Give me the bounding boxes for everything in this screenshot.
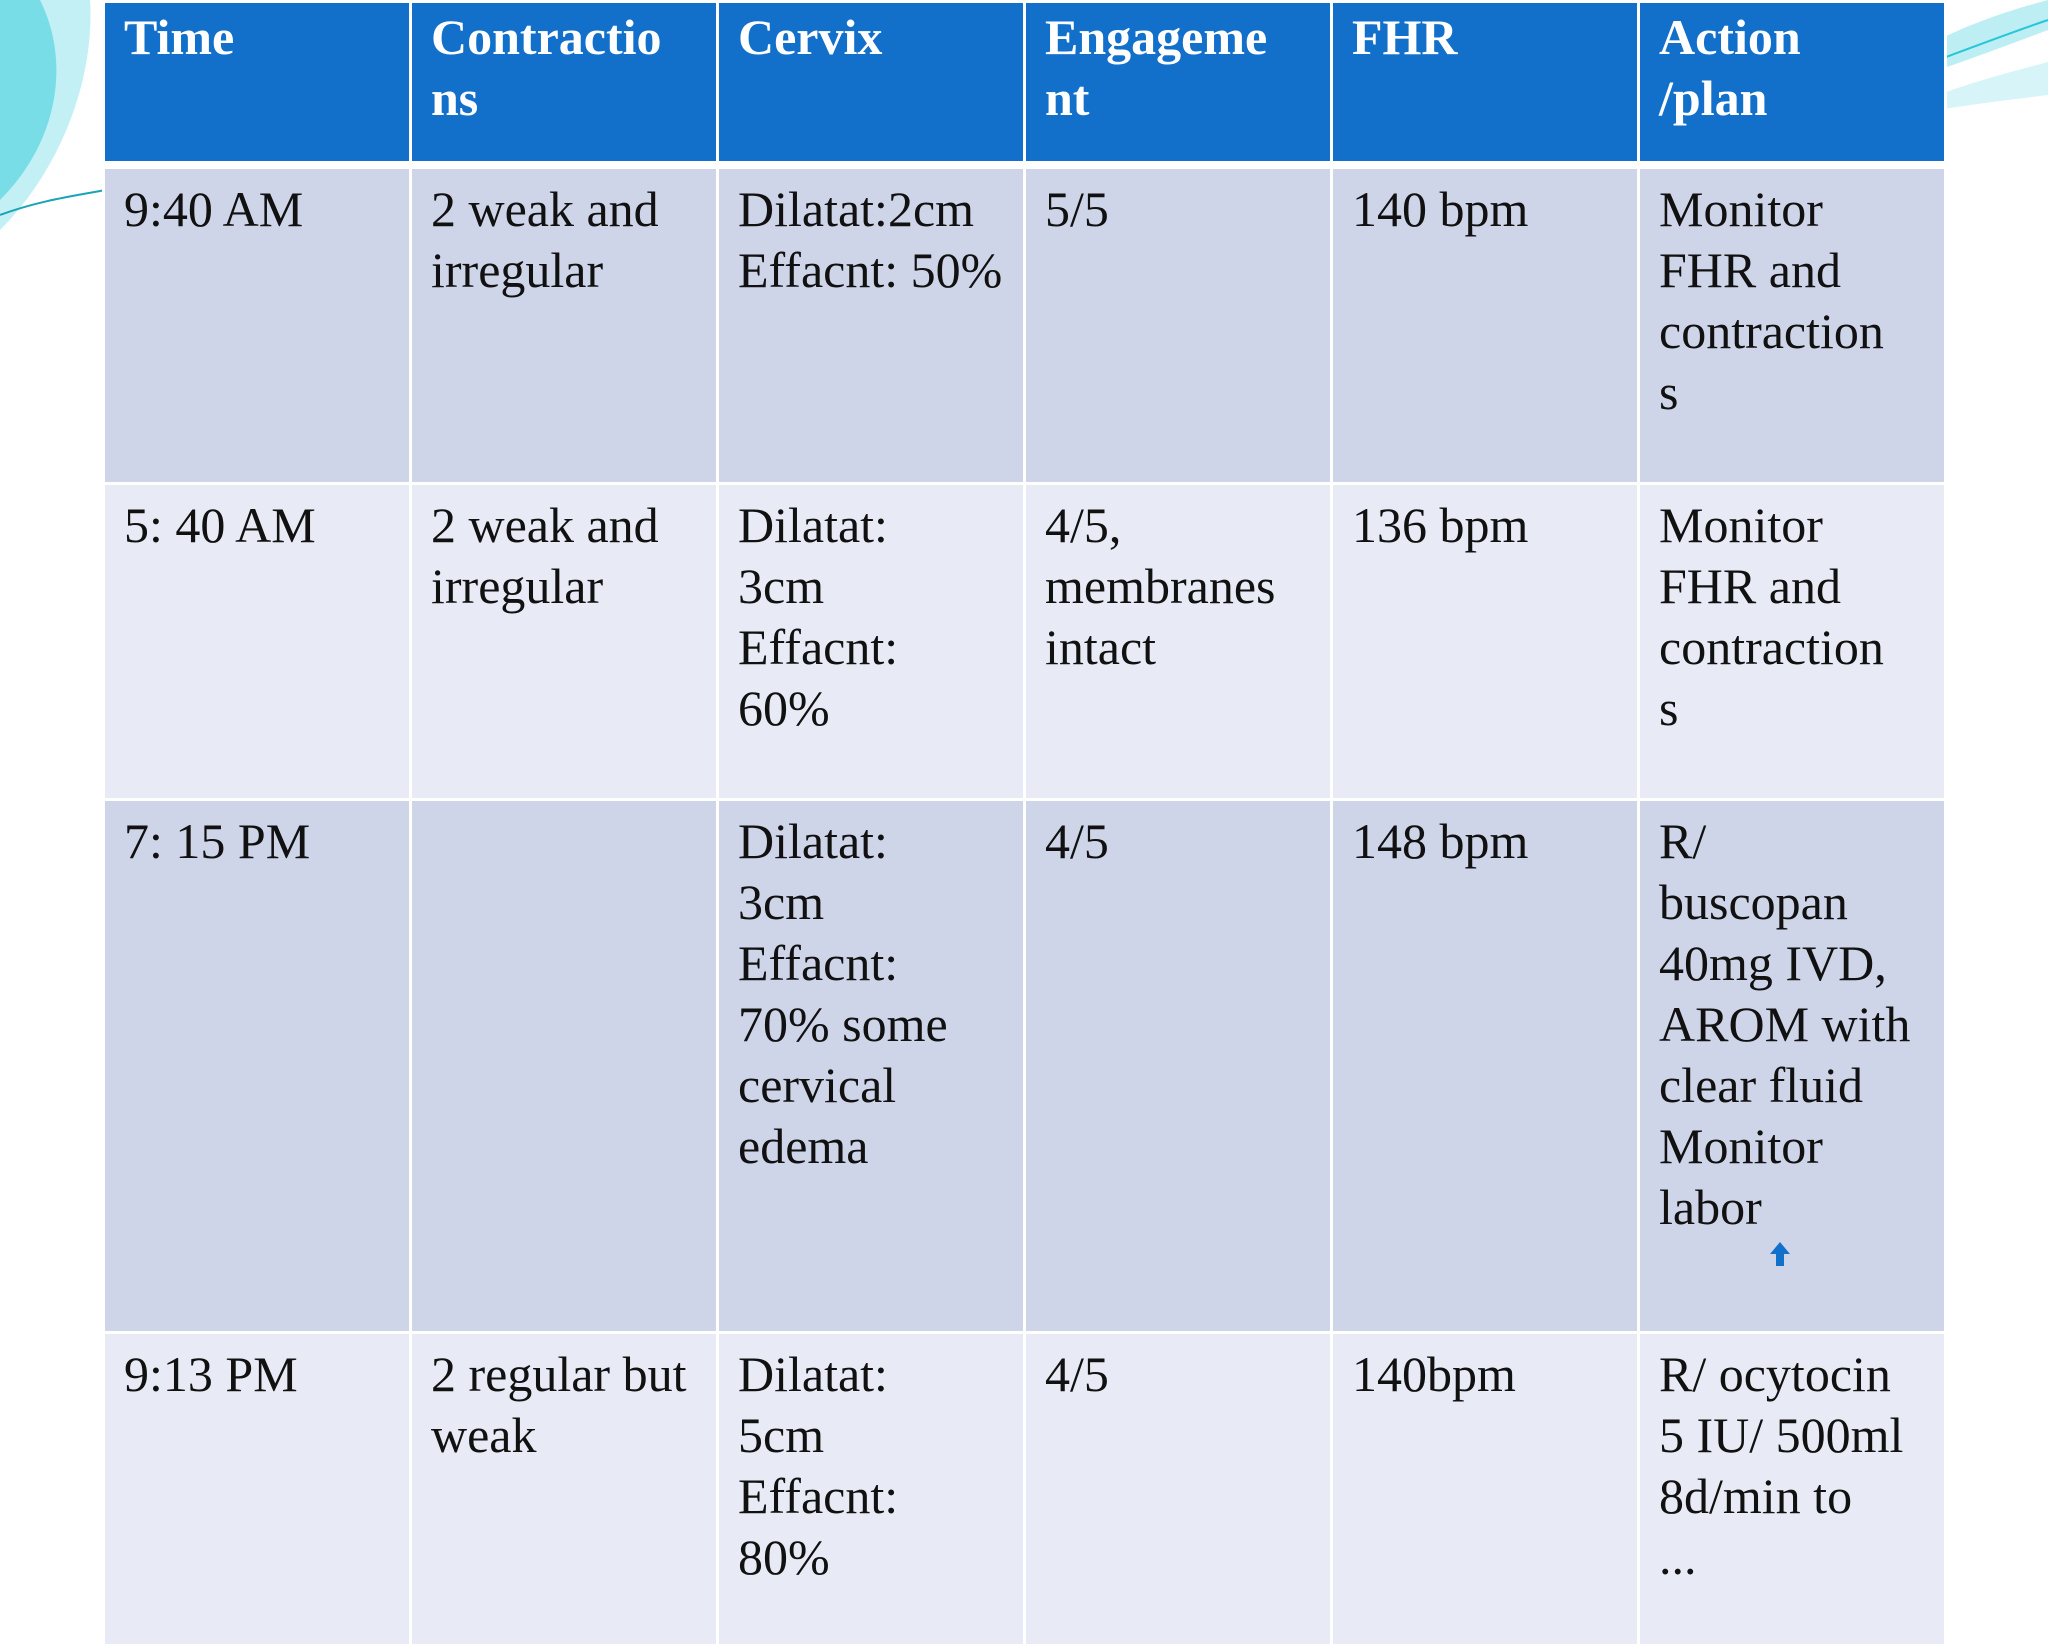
header-time: Time bbox=[104, 2, 411, 166]
cell-action-plan: R/ ocytocin 5 IU/ 500ml 8d/min to ... bbox=[1639, 1333, 1946, 1646]
cell-action-plan: R/ buscopan 40mg IVD, AROM with clear fluid Monitor labor bbox=[1639, 800, 1946, 1333]
table-header-row bbox=[104, 2, 1946, 166]
header-fhr: FHR bbox=[1332, 2, 1639, 166]
cell-time: 5: 40 AM bbox=[104, 484, 411, 800]
decorative-swoosh-right bbox=[1938, 0, 2048, 160]
cell-time: 7: 15 PM bbox=[104, 800, 411, 1333]
cell-engagement: 4/5 bbox=[1025, 800, 1332, 1333]
cell-contractions: 2 weak and irregular bbox=[411, 165, 718, 484]
partograph-table-container bbox=[102, 0, 1945, 1585]
cell-fhr: 136 bpm bbox=[1332, 484, 1639, 800]
cell-engagement: 5/5 bbox=[1025, 165, 1332, 484]
cell-time: 9:13 PM bbox=[104, 1333, 411, 1646]
header-contractions: Contractio ns bbox=[411, 2, 718, 166]
cell-fhr: 148 bpm bbox=[1332, 800, 1639, 1333]
cell-cervix: Dilatat: 3cm Effacnt: 70% some cervical edema bbox=[718, 800, 1025, 1333]
cell-time: 9:40 AM bbox=[104, 165, 411, 484]
header-action-plan: Action /plan bbox=[1639, 2, 1946, 166]
cell-fhr: 140bpm bbox=[1332, 1333, 1639, 1646]
cell-action-plan: Monitor FHR and contraction s bbox=[1639, 165, 1946, 484]
cell-contractions bbox=[411, 800, 718, 1333]
table-row bbox=[104, 1333, 1946, 1646]
cell-engagement: 4/5, membranes intact bbox=[1025, 484, 1332, 800]
cell-cervix: Dilatat:2cm Effacnt: 50% bbox=[718, 165, 1025, 484]
table-row bbox=[104, 165, 1946, 484]
cell-cervix: Dilatat: 5cm Effacnt: 80% bbox=[718, 1333, 1025, 1646]
cell-contractions: 2 regular but weak bbox=[411, 1333, 718, 1646]
labor-monitoring-table bbox=[102, 0, 1947, 1647]
header-engagement: Engageme nt bbox=[1025, 2, 1332, 166]
cell-action-plan: Monitor FHR and contraction s bbox=[1639, 484, 1946, 800]
table-row bbox=[104, 484, 1946, 800]
cell-fhr: 140 bpm bbox=[1332, 165, 1639, 484]
up-arrow-icon bbox=[1768, 1240, 1792, 1268]
cell-engagement: 4/5 bbox=[1025, 1333, 1332, 1646]
cell-contractions: 2 weak and irregular bbox=[411, 484, 718, 800]
table-row bbox=[104, 800, 1946, 1333]
decorative-swoosh-left bbox=[0, 0, 110, 240]
cell-cervix: Dilatat: 3cm Effacnt: 60% bbox=[718, 484, 1025, 800]
header-cervix: Cervix bbox=[718, 2, 1025, 166]
